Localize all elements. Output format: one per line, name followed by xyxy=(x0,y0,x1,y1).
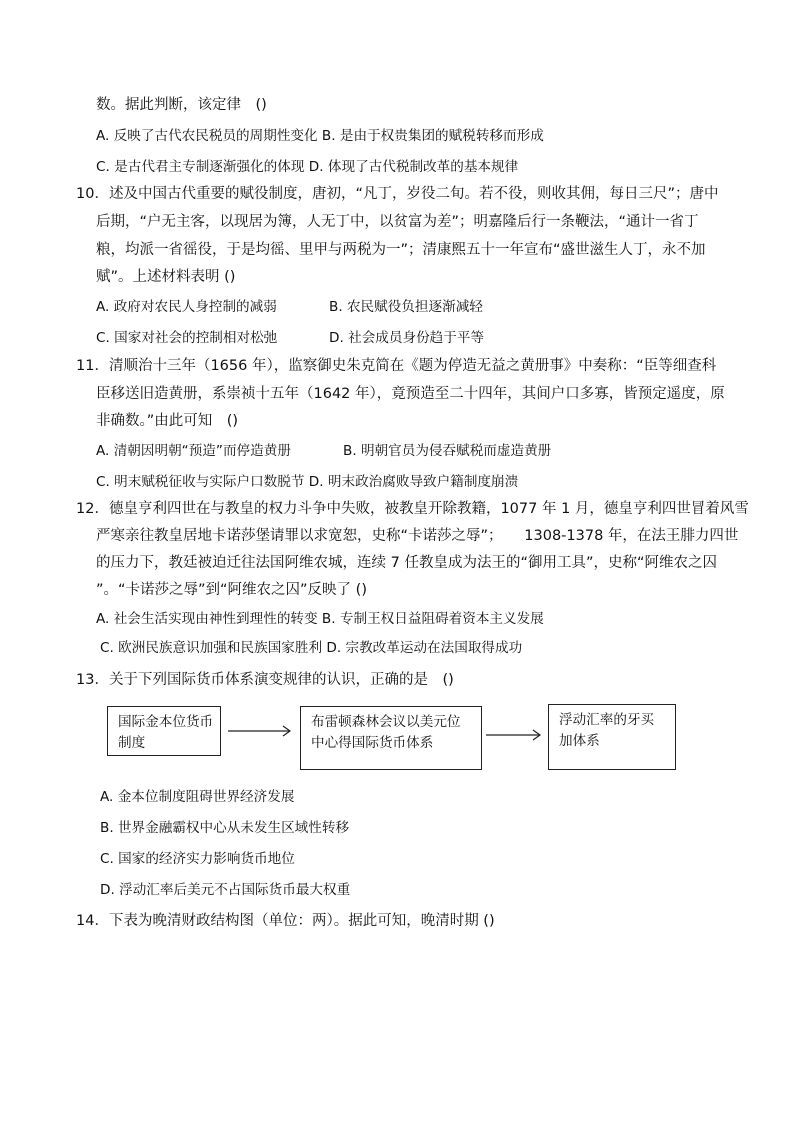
arrow-icon xyxy=(226,724,294,738)
q11-stem-line1: 11．清顺治十三年（1656 年），监察御史朱克简在《题为停造无益之黄册事》中奏称：“臣等细查科 xyxy=(76,358,717,374)
q12-stem-line3: 的压力下，教廷被迫迁往法国阿维农城，连续 7 任教皇成为法王的“御用工具”，史称“阿维农之囚 xyxy=(96,555,717,571)
arrow-icon xyxy=(484,728,544,742)
box-text-line: 中心得国际货币体系 xyxy=(311,735,434,751)
q14-stem: 14．下表为晚清财政结构图（单位：两）。据此可知，晚清时期 () xyxy=(76,913,495,929)
q13-option-d: D. 浮动汇率后美元不占国际货币最大权重 xyxy=(100,882,351,898)
q10-option-d: D. 社会成员身份趋于平等 xyxy=(329,330,485,346)
q10-stem-line4: 赋”。上述材料表明 () xyxy=(96,269,236,285)
q13-option-c: C. 国家的经济实力影响货币地位 xyxy=(100,851,295,867)
q9-options-ab: A. 反映了古代农民税员的周期性变化 B. 是由于权贵集团的赋税转移而形成 xyxy=(96,128,544,144)
q11-option-a: A. 清朝因明朝“预造”而停造黄册 xyxy=(96,443,291,459)
q9-options-cd: C. 是古代君主专制逐渐强化的体现 D. 体现了古代税制改革的基本规律 xyxy=(96,159,519,175)
diagram-box-gold-standard xyxy=(107,706,221,756)
q11-stem-line2: 臣移送旧造黄册，系崇祯十五年（1642 年），竟预造至二十四年，其间户口多寡，皆预定遥度，原 xyxy=(96,386,725,402)
q9-stem-end: 数。据此判断，该定律 () xyxy=(96,97,267,113)
q11-stem-line3: 非确数。”由此可知 () xyxy=(96,413,239,429)
q11-options-cd: C. 明末赋税征收与实际户口数脱节 D. 明末政治腐败导致户籍制度崩溃 xyxy=(96,474,519,490)
q12-stem-line4: ”。“卡诺莎之辱”到“阿维农之囚”反映了 () xyxy=(96,582,367,598)
box-text-line: 国际金本位货币 xyxy=(118,714,214,730)
q10-option-a: A. 政府对农民人身控制的减弱 xyxy=(96,299,277,315)
box-text-line: 布雷顿森林会议以美元位 xyxy=(311,714,461,730)
q13-option-b: B. 世界金融霸权中心从未发生区域性转移 xyxy=(100,820,350,836)
diagram-box-jamaica xyxy=(548,704,676,770)
q12-options-ab: A. 社会生活实现由神性到理性的转变 B. 专制王权日益阻碍着资本主义发展 xyxy=(96,611,544,627)
q10-stem-line1: 10．述及中国古代重要的赋役制度，唐初，“凡丁，岁役二旬。若不役，则收其佣，每日三尺”；唐中 xyxy=(76,186,719,202)
q10-option-c: C. 国家对社会的控制相对松弛 xyxy=(96,330,278,346)
q13-stem: 13．关于下列国际货币体系演变规律的认识，正确的是 () xyxy=(76,672,454,688)
q12-options-cd: C. 欧洲民族意识加强和民族国家胜利 D. 宗教改革运动在法国取得成功 xyxy=(100,640,523,656)
diagram-box-bretton-woods xyxy=(300,706,482,770)
q10-stem-line2: 后期，“户无主客，以现居为簿，人无丁中，以贫富为差”；明嘉隆后行一条鞭法，“通计一省丁 xyxy=(96,214,699,230)
q12-stem-line2: 严寒亲往教皇居地卡诺莎堡请罪以求宽恕，史称“卡诺莎之辱”； 1308-1378 年，在法王腓力四世 xyxy=(96,528,739,544)
box-text-line: 浮动汇率的牙买 xyxy=(559,712,655,728)
q11-option-b: B. 明朝官员为侵吞赋税而虚造黄册 xyxy=(343,443,552,459)
q12-stem-line1: 12．德皇亨利四世在与教皇的权力斗争中失败，被教皇开除教籍，1077 年 1 月，德皇亨利四世冒着风雪 xyxy=(76,501,749,517)
q10-stem-line3: 粮，均派一省徭役，于是均徭、里甲与两税为一”；清康熙五十一年宣布“盛世滋生人丁，永不加 xyxy=(96,242,706,258)
box-text-line: 加体系 xyxy=(559,733,600,749)
box-text-line: 制度 xyxy=(118,735,146,751)
q10-option-b: B. 农民赋役负担逐渐减轻 xyxy=(329,299,483,315)
q13-option-a: A. 金本位制度阻碍世界经济发展 xyxy=(100,789,295,805)
